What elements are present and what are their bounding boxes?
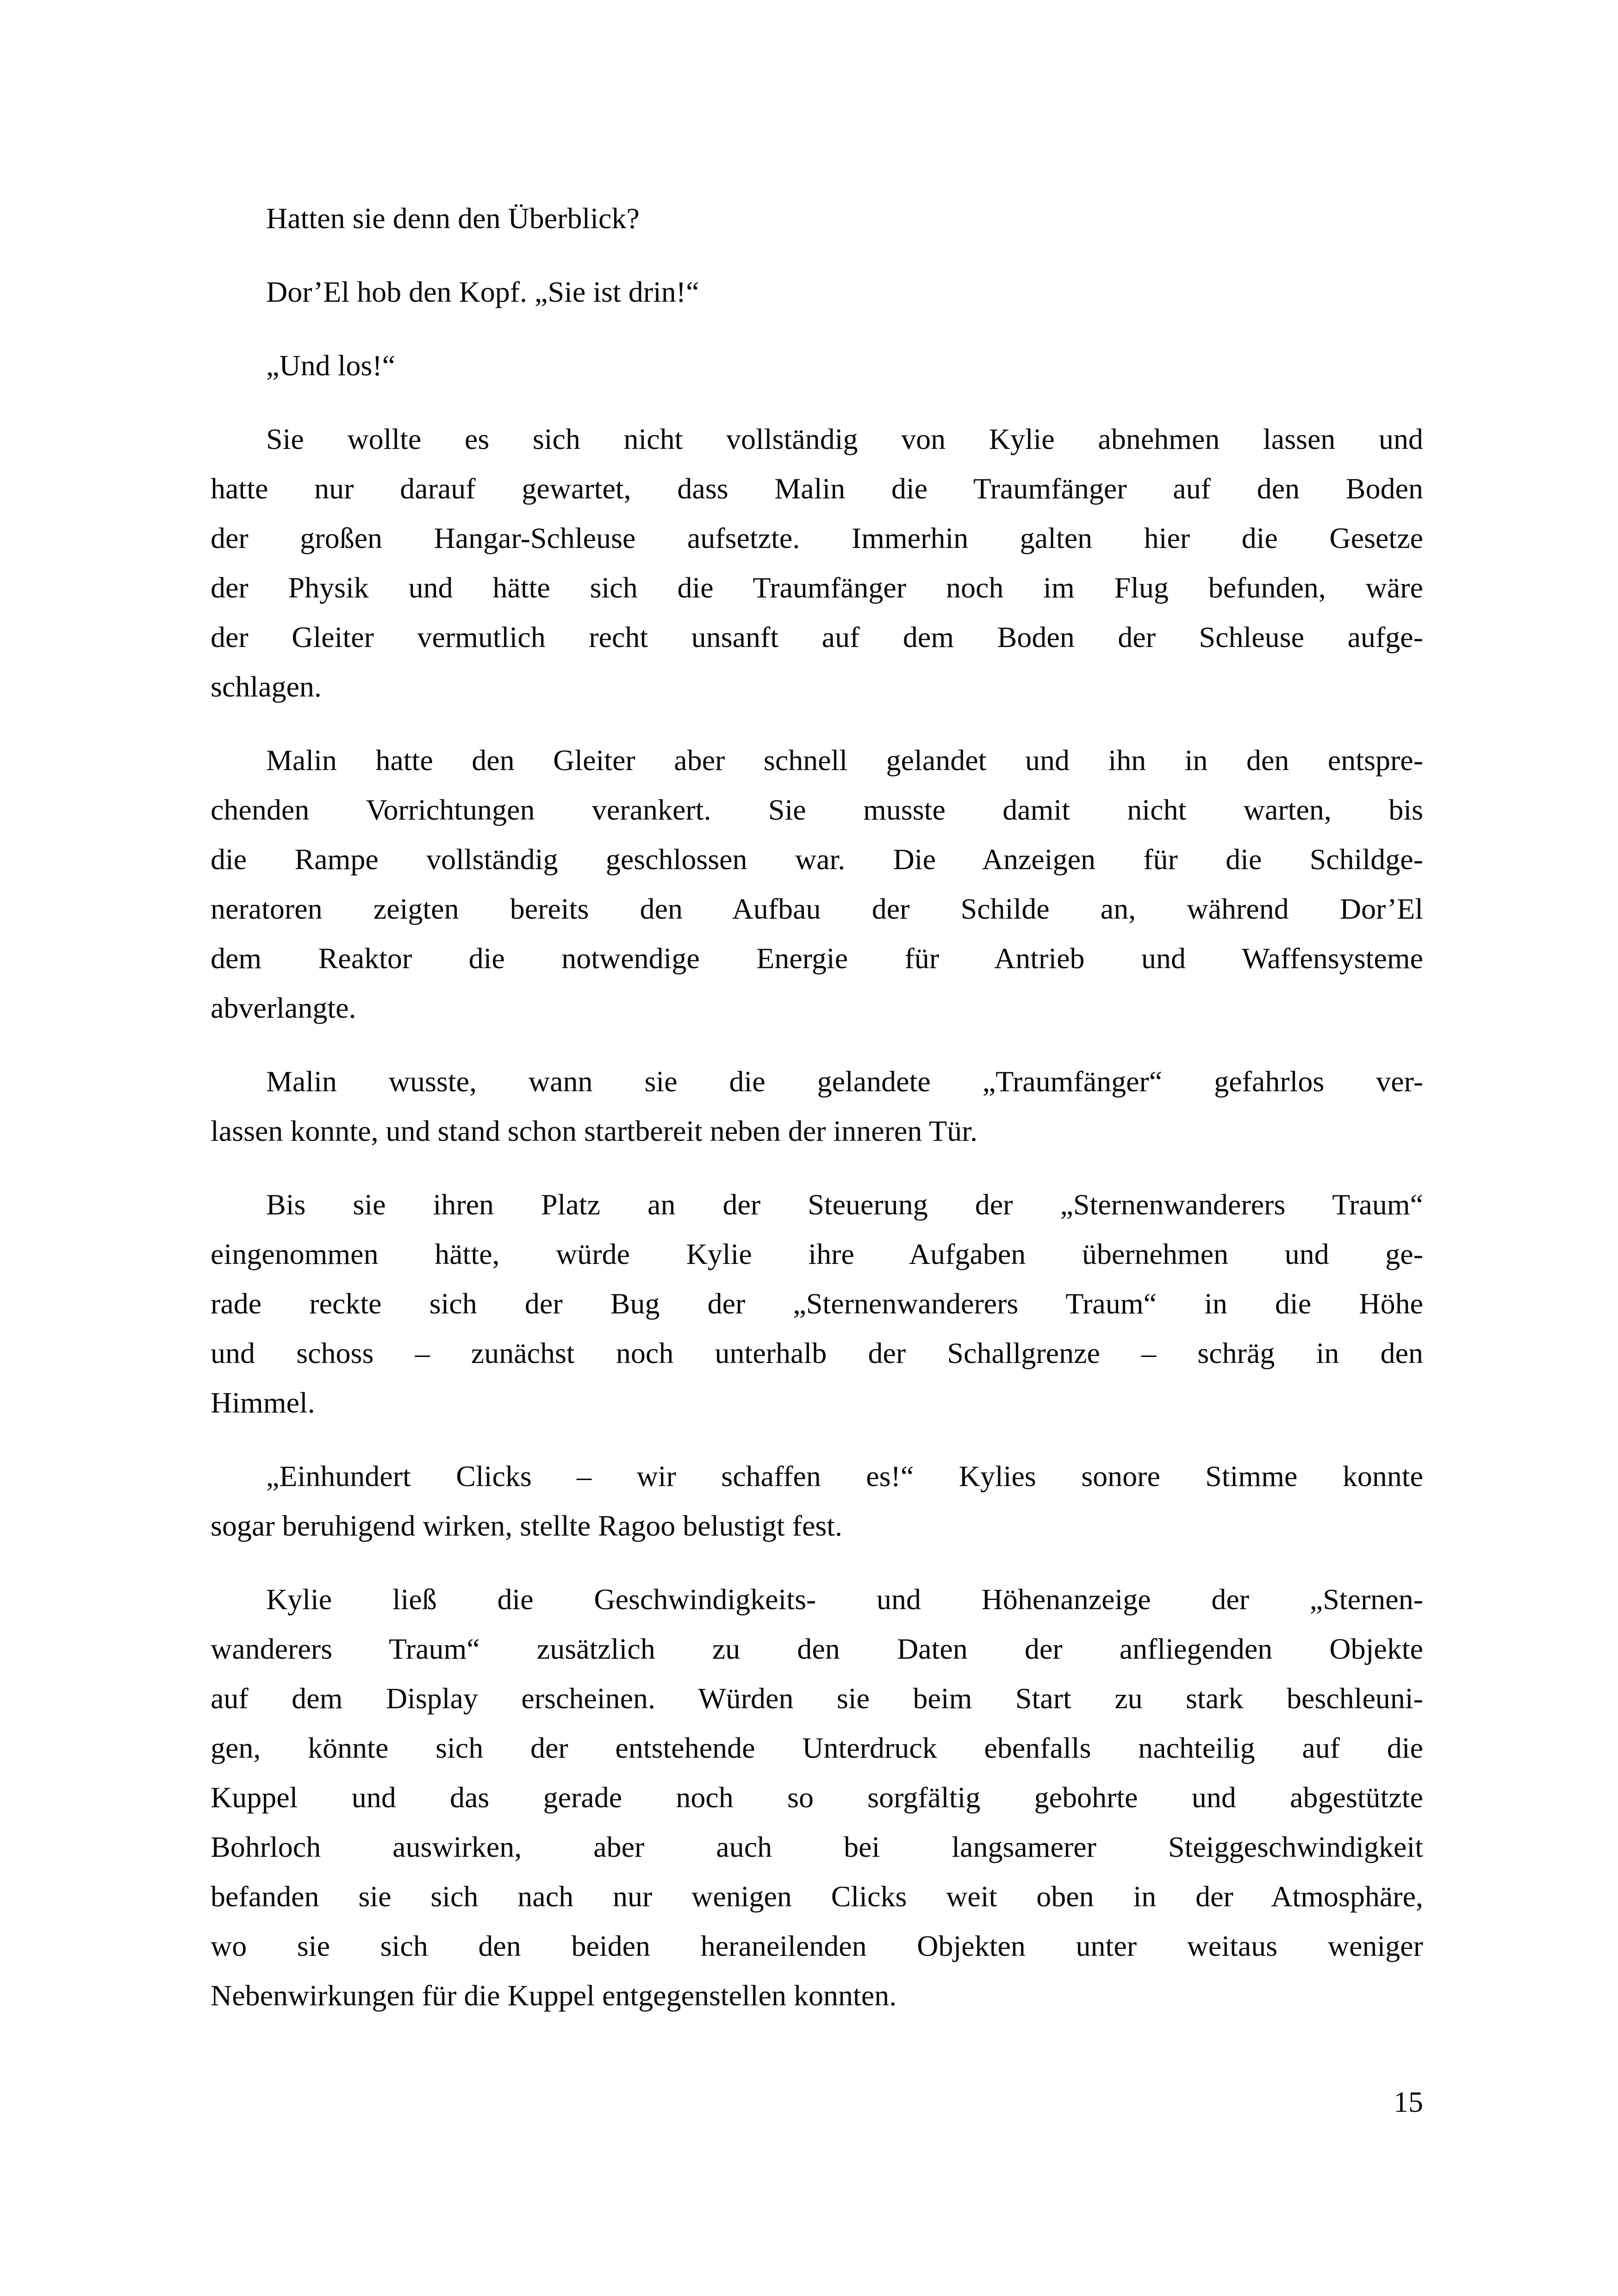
text-line: rade reckte sich der Bug der „Sternenwanderers Traum“ in die Höhe xyxy=(211,1287,1423,1320)
text-line: befanden sie sich nach nur wenigen Clicks weit oben in der Atmosphäre, xyxy=(211,1880,1423,1913)
text-line: Himmel. xyxy=(211,1386,315,1419)
text-line: chenden Vorrichtungen verankert. Sie musste damit nicht warten, bis xyxy=(211,793,1423,826)
text-line: Bis sie ihren Platz an der Steuerung der „Sternenwanderers Traum“ xyxy=(266,1188,1423,1221)
paragraph xyxy=(211,735,1423,1033)
text-line: dem Reaktor die notwendige Energie für Antrieb und Waffensysteme xyxy=(211,942,1423,975)
text-line: Hatten sie denn den Überblick? xyxy=(266,202,640,235)
paragraph xyxy=(211,1574,1423,2020)
text-line: wanderers Traum“ zusätzlich zu den Daten der anfliegenden Objekte xyxy=(211,1632,1423,1665)
text-line: Kuppel und das gerade noch so sorgfältig gebohrte und abgestützte xyxy=(211,1781,1423,1814)
text-line: „Einhundert Clicks – wir schaffen es!“ Kylies sonore Stimme konnte xyxy=(266,1460,1423,1493)
text-line: schlagen. xyxy=(211,670,322,703)
paragraph xyxy=(211,1451,1423,1550)
text-block xyxy=(211,193,1423,2020)
text-line: „Und los!“ xyxy=(266,349,396,382)
text-line: sogar beruhigend wirken, stellte Ragoo belustigt fest. xyxy=(211,1509,843,1542)
text-line: Bohrloch auswirken, aber auch bei langsamerer Steiggeschwindigkeit xyxy=(211,1830,1423,1863)
paragraph xyxy=(211,193,1423,243)
text-line: wo sie sich den beiden heraneilenden Objekten unter weitaus weniger xyxy=(211,1929,1423,1962)
text-line: neratoren zeigten bereits den Aufbau der Schilde an, während Dor’El xyxy=(211,892,1423,925)
text-line: der großen Hangar-Schleuse aufsetzte. Immerhin galten hier die Gesetze xyxy=(211,522,1423,554)
text-line: Malin hatte den Gleiter aber schnell gelandet und ihn in den entspre- xyxy=(266,744,1423,777)
text-line: der Physik und hätte sich die Traumfänger noch im Flug befunden, wäre xyxy=(211,571,1423,604)
text-line: lassen konnte, und stand schon startbereit neben der inneren Tür. xyxy=(211,1114,978,1147)
paragraph xyxy=(211,1180,1423,1427)
text-line: Kylie ließ die Geschwindigkeits- und Höhenanzeige der „Sternen- xyxy=(266,1583,1423,1616)
text-line: abverlangte. xyxy=(211,991,356,1024)
text-line: Sie wollte es sich nicht vollständig von Kylie abnehmen lassen und xyxy=(266,423,1423,455)
text-line: und schoss – zunächst noch unterhalb der Schallgrenze – schräg in den xyxy=(211,1337,1423,1369)
text-line: Dor’El hob den Kopf. „Sie ist drin!“ xyxy=(266,275,699,308)
text-line: hatte nur darauf gewartet, dass Malin die Traumfänger auf den Boden xyxy=(211,472,1423,505)
paragraph xyxy=(211,414,1423,711)
text-line: eingenommen hätte, würde Kylie ihre Aufgaben übernehmen und ge- xyxy=(211,1238,1423,1270)
text-line: Malin wusste, wann sie die gelandete „Traumfänger“ gefahrlos ver- xyxy=(266,1065,1423,1098)
text-line: gen, könnte sich der entstehende Unterdruck ebenfalls nachteilig auf die xyxy=(211,1731,1423,1764)
text-line: auf dem Display erscheinen. Würden sie beim Start zu stark beschleuni- xyxy=(211,1682,1423,1715)
paragraph xyxy=(211,267,1423,317)
paragraph xyxy=(211,1057,1423,1156)
text-line: Nebenwirkungen für die Kuppel entgegenstellen konnten. xyxy=(211,1979,897,2012)
page-number: 15 xyxy=(1394,2085,1423,2118)
text-line: der Gleiter vermutlich recht unsanft auf dem Boden der Schleuse aufge- xyxy=(211,621,1423,653)
paragraph xyxy=(211,341,1423,390)
text-line: die Rampe vollständig geschlossen war. Die Anzeigen für die Schildge- xyxy=(211,843,1423,876)
